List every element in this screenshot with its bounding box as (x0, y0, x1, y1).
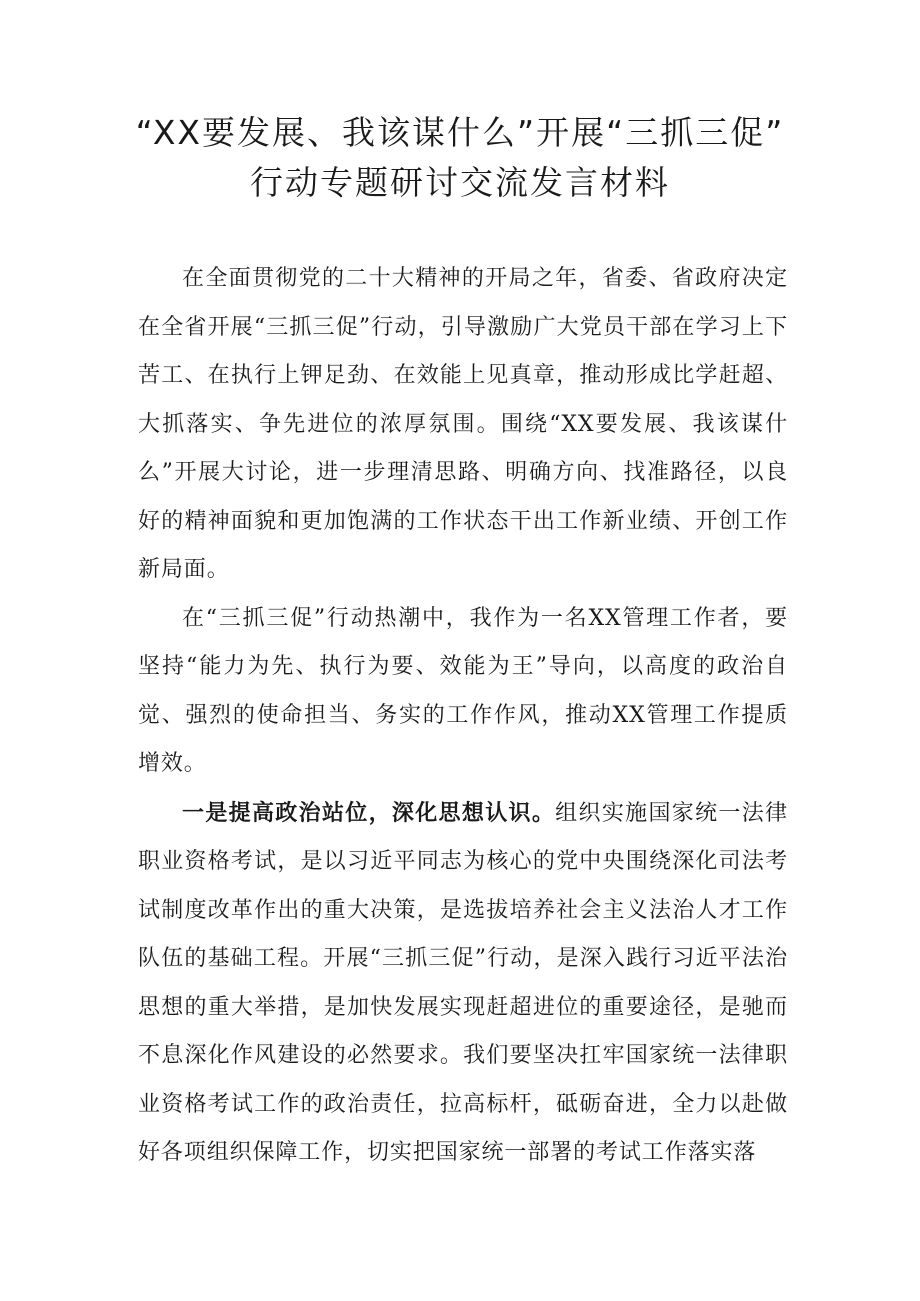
document-body (138, 255, 788, 1178)
paragraph-text: 在全面贯彻党的二十大精神的开局之年，省委、省政府决定在全省开展“三抓三促”行动，引导激励广大党员干部在学习上下苦工、在执行上钾足劲、在效能上见真章，推动形成比学赶超、大抓落实、争先进位的浓厚氛围。围绕“XX要发展、我该谋什么”开展大讨论，进一步理清思路、明确方向、找准路径，以良好的精神面貌和更加饱满的工作状态干出工作新业绩、开创工作新局面。 (138, 266, 788, 582)
paragraph-point-one (138, 789, 788, 1178)
paragraph-text: 组织实施国家统一法律职业资格考试，是以习近平同志为核心的党中央围绕深化司法考试制度改革作出的重大决策，是选拔培养社会主义法治人才工作队伍的基础工程。开展“三抓三促”行动，是深入践行习近平法治思想的重大举措，是加快发展实现赶超进位的重要途径，是驰而不息深化作风建设的必然要求。我们要坚决扛牢国家统一法律职业资格考试工作的政治责任，拉高标杆，砥砺奋进，全力以赴做好各项组织保障工作，切实把国家统一部署的考试工作落实落 (138, 800, 788, 1165)
document-title-line-2: 行动专题研讨交流发言材料 (250, 163, 670, 202)
paragraph-text: 在“三抓三促”行动热潮中，我作为一名XX管理工作者，要坚持“能力为先、执行为要、效能为王”导向，以高度的政治自觉、强烈的使命担当、务实的工作作风，推动XX管理工作提质增效。 (138, 605, 788, 776)
document-title-line-1: “XX要发展、我该谋什么”开展“三抓三促” (135, 113, 785, 152)
paragraph-role (138, 595, 788, 789)
paragraph-intro (138, 255, 788, 595)
paragraph-lead-heading: 一是提高政治站位，深化思想认识。 (182, 799, 556, 826)
